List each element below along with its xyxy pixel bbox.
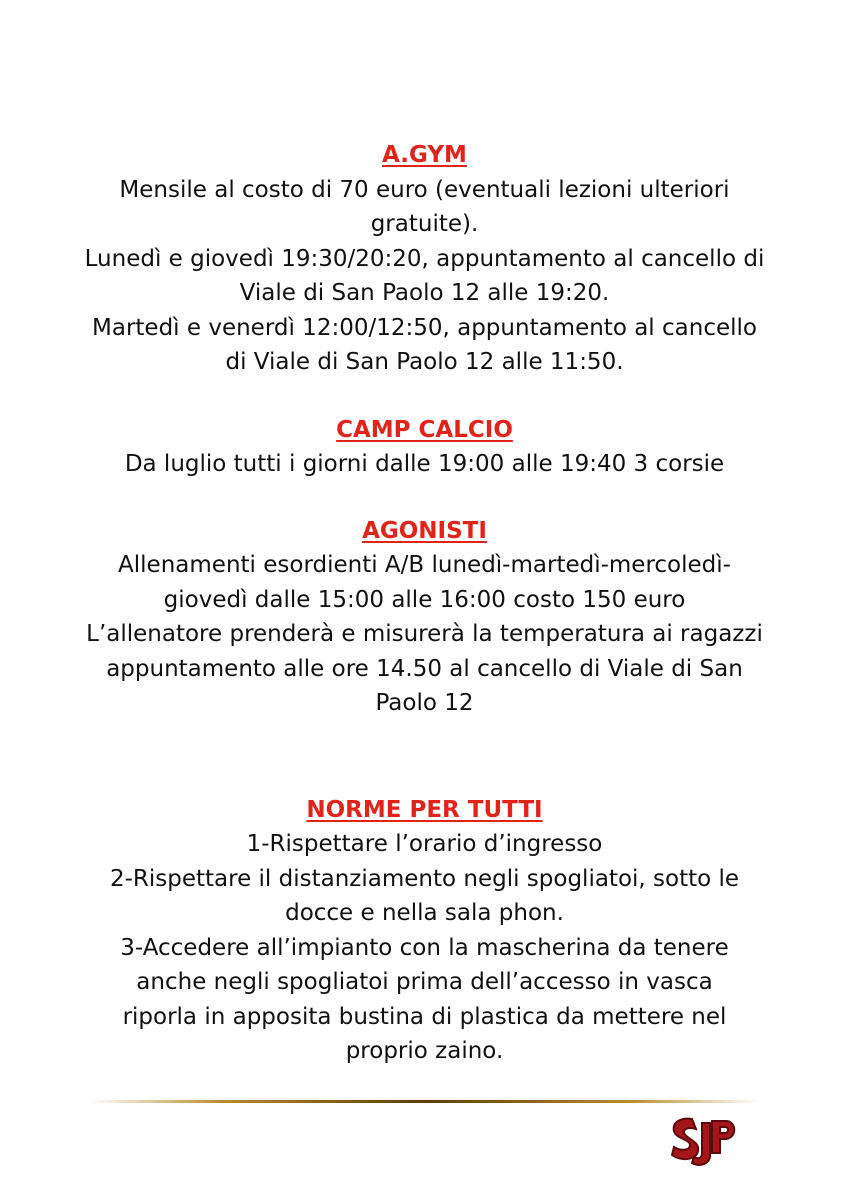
section-camp-calcio (60, 413, 789, 482)
rules-list (60, 827, 789, 1069)
spacer (60, 380, 789, 413)
agym-line-2: gratuite). (370, 211, 479, 237)
rule-text: Rispettare il distanziamento negli spogliatoi, sotto le (132, 865, 740, 892)
rule-3-line-3: riporla in apposita bustina di plastica da mettere nel (122, 1003, 727, 1030)
section-title-agym: A.GYM (382, 142, 467, 168)
agonisti-line-2: giovedì dalle 15:00 alle 16:00 costo 150 euro (163, 586, 686, 613)
agonisti-line-1: Allenamenti esordienti A/B lunedì-martedì-mercoledì- (118, 552, 731, 578)
rule-item-1 (60, 827, 789, 862)
agonisti-line-5: Paolo 12 (375, 690, 474, 716)
rule-3-line-4: proprio zaino. (345, 1038, 504, 1064)
agym-line-5: Martedì e venerdì 12:00/12:50, appuntamento al cancello (92, 314, 757, 341)
rule-3-line-1 (60, 931, 789, 966)
spacer (60, 721, 789, 793)
club-logo-icon (668, 1113, 740, 1169)
section-title-camp-calcio: CAMP CALCIO (336, 416, 513, 443)
agym-line-1: Mensile al costo di 70 euro (eventuali lezioni ulteriori (119, 176, 730, 203)
agonisti-line-3: L’allenatore prenderà e misurerà la temperatura ai ragazzi (86, 621, 763, 647)
rule-number: 1- (246, 831, 270, 857)
rule-number: 3- (120, 934, 143, 961)
section-agym (60, 138, 789, 380)
section-agonisti (60, 514, 789, 721)
footer-divider (90, 1100, 760, 1103)
document-content (60, 138, 789, 1069)
section-norme (60, 793, 789, 1069)
agym-line-4: Viale di San Paolo 12 alle 19:20. (239, 280, 610, 306)
rule-2-line-2: docce e nella sala phon. (285, 900, 564, 926)
rule-text: Rispettare l’orario d’ingresso (269, 831, 603, 857)
rule-number: 2- (109, 865, 133, 892)
agym-line-6: di Viale di San Paolo 12 alle 11:50. (225, 349, 624, 375)
camp-calcio-line-1: Da luglio tutti i giorni dalle 19:00 alle 19:40 3 corsie (124, 451, 725, 477)
section-title-norme: NORME PER TUTTI (306, 796, 543, 823)
section-title-agonisti: AGONISTI (362, 517, 487, 544)
rule-1-line-1 (60, 827, 789, 862)
rule-item-2 (60, 862, 789, 931)
rule-3-line-2: anche negli spogliatoi prima dell’accesso in vasca (136, 969, 713, 995)
agym-line-3: Lunedì e giovedì 19:30/20:20, appuntamento al cancello di (84, 245, 765, 272)
rule-text: Accedere all’impianto con la mascherina da tenere (142, 934, 729, 961)
rule-item-3 (60, 931, 789, 1069)
rule-2-line-1 (60, 862, 789, 897)
agonisti-line-4: appuntamento alle ore 14.50 al cancello di Viale di San (106, 655, 743, 682)
spacer (60, 482, 789, 514)
